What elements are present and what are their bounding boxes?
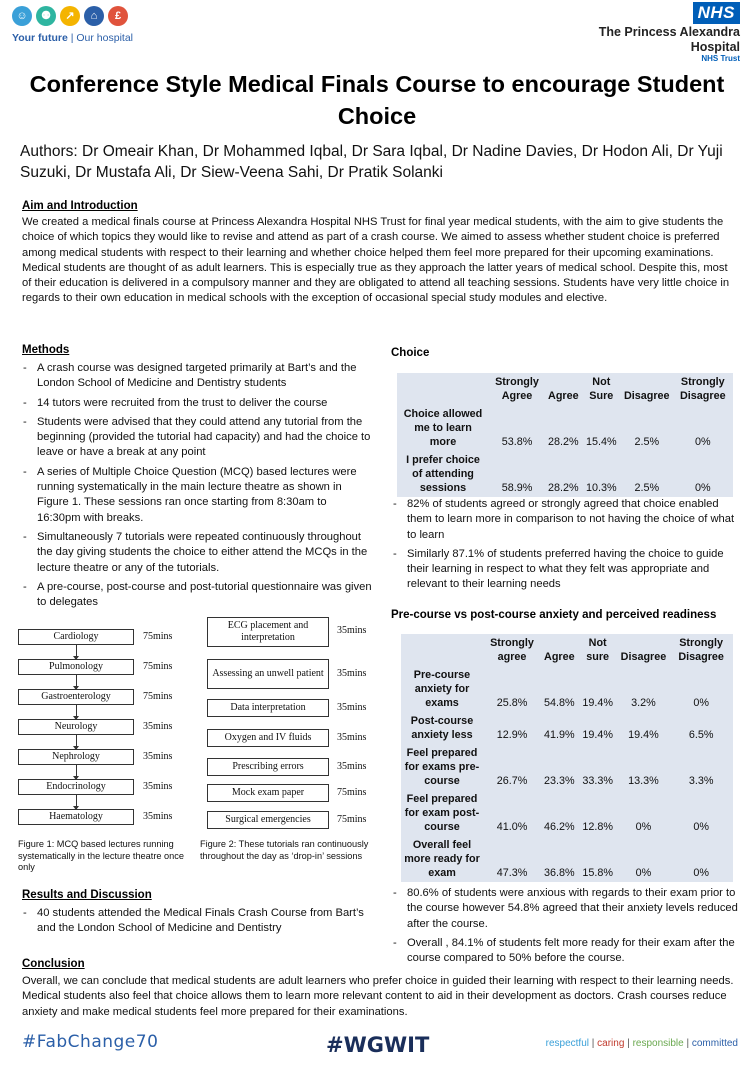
lecture-box: Cardiology	[18, 629, 134, 645]
table-row	[401, 836, 733, 882]
table-header-row	[397, 373, 733, 405]
lecture-box: Haematology	[18, 809, 134, 825]
table-corner	[401, 634, 483, 666]
table-row	[401, 666, 733, 712]
lecture-duration: 75mins	[143, 691, 173, 702]
lecture-duration: 35mins	[143, 781, 173, 792]
table-cell: 15.4%	[585, 436, 617, 448]
hashtag-fabchange: #FabChange70	[22, 1032, 159, 1052]
methods-item: - A series of Multiple Choice Question (MCQ) based lectures were running systematically in the main lecture theatre as shown in Figure 1. These sessions ran once starting from 8:30am to 16:30pm with breaks.	[20, 465, 372, 526]
arrow-down-icon	[76, 795, 77, 809]
lecture-duration: 75mins	[143, 661, 173, 672]
arrow-down-icon	[76, 645, 77, 659]
group-icon: ⚉	[36, 6, 56, 26]
lecture-duration: 75mins	[143, 631, 173, 642]
nhs-trust-logo	[599, 2, 740, 63]
table-cell: 36.8%	[544, 867, 575, 879]
trust-name-line2: Hospital	[690, 40, 740, 54]
table-cell: 0%	[635, 867, 652, 879]
table-cell: 0%	[694, 436, 711, 448]
results-item: - 40 students attended the Medical Finals Crash Course from Bart’s and the London School of Medicine and Dentistry	[20, 906, 372, 937]
column-header: Not sure	[586, 637, 610, 663]
row-label: Pre-course anxiety for exams	[413, 669, 471, 709]
lecture-box: Neurology	[18, 719, 134, 735]
column-header: Disagree	[623, 390, 670, 402]
table-cell: 41.0%	[496, 821, 528, 833]
table-cell: 26.7%	[496, 775, 528, 787]
table-cell: 47.3%	[496, 867, 528, 879]
tutorial-box: Oxygen and IV fluids	[207, 729, 329, 747]
table-row	[401, 744, 733, 790]
row-label: Feel prepared for exam post-course	[404, 793, 480, 833]
tagline-rest: | Our hospital	[67, 32, 133, 44]
lecture-box: Gastroenterology	[18, 689, 134, 705]
row-label: Overall feel more ready for exam	[404, 839, 480, 879]
aim-text: We created a medical finals course at Princess Alexandra Hospital NHS Trust for final year medical students, with the aim to give students the choice of which topics they would like to revise and attend as part of a crash course. We aimed to assess whether student choice is preferred among medical students with respect to their learning and whether choice helped them feel more prepared for their upcoming examinations. Medical students are thought of as adult learners. This is especially true as they approach the latter years of medical school. Despite this, most of their education is delivered in a compulsory manner and they are obligated to attend all teaching sessions. Students have very little choice in regards to their own education in medical schools with the exception of occasional special study modules and elective.	[22, 216, 730, 305]
value-word: respectful	[545, 1038, 589, 1049]
table-cell: 0%	[693, 867, 709, 879]
anxiety-item: - 80.6% of students were anxious with regards to their exam prior to the course however 54.8% agreed that their anxiety levels reduced after the course.	[390, 886, 740, 932]
anxiety-table	[401, 634, 733, 882]
table-cell: 46.2%	[544, 821, 575, 833]
methods-list	[20, 361, 372, 614]
aim-heading: Aim and Introduction	[22, 200, 138, 212]
table-cell: 12.8%	[582, 821, 613, 833]
tutorial-duration: 35mins	[337, 732, 367, 743]
separator: |	[683, 1038, 692, 1049]
row-label: Post-course anxiety less	[410, 715, 474, 741]
figure-1-caption: Figure 1: MCQ based lectures running systematically in the lecture theatre once only	[18, 839, 184, 872]
arrow-down-icon	[76, 705, 77, 719]
arrow-down-icon	[76, 765, 77, 779]
table-row	[397, 405, 733, 451]
choice-list	[390, 497, 740, 597]
column-header: Strongly Agree	[495, 376, 539, 402]
lecture-box: Endocrinology	[18, 779, 134, 795]
header	[0, 0, 754, 63]
tagline	[12, 32, 133, 44]
table-row	[397, 451, 733, 497]
people-icon: ☺	[12, 6, 32, 26]
authors: Authors: Dr Omeair Khan, Dr Mohammed Iqbal, Dr Sara Iqbal, Dr Nadine Davies, Dr Hodon Ali, Dr Yuji Suzuki, Dr Mustafa Ali, Dr Siew-Veena Sahi, Dr Pratik Solanki	[20, 143, 723, 181]
table-cell: 2.5%	[634, 436, 660, 448]
table-cell: 54.8%	[544, 697, 575, 709]
table-row	[401, 712, 733, 744]
tutorial-duration: 35mins	[337, 668, 367, 679]
table-cell: 25.8%	[496, 697, 528, 709]
column-header: Strongly agree	[490, 637, 534, 663]
value-word: caring	[597, 1038, 625, 1049]
column-header: Not Sure	[589, 376, 614, 402]
table-cell: 19.4%	[628, 729, 659, 741]
column-header: Strongly Disagree	[678, 637, 724, 663]
table-cell: 19.4%	[582, 729, 613, 741]
trust-sub: NHS Trust	[701, 54, 740, 63]
lecture-box: Nephrology	[18, 749, 134, 765]
results-heading: Results and Discussion	[22, 889, 152, 901]
home-icon: ⌂	[84, 6, 104, 26]
table-cell: 0%	[693, 821, 709, 833]
table-cell: 0%	[694, 482, 711, 494]
table-cell: 19.4%	[582, 697, 613, 709]
tutorial-duration: 75mins	[337, 787, 367, 798]
table-cell: 53.8%	[501, 436, 533, 448]
lecture-duration: 35mins	[143, 751, 173, 762]
value-word: committed	[691, 1038, 738, 1049]
methods-item: - Simultaneously 7 tutorials were repeated continuously throughout the day giving students the choice to either attend the MCQs in the lecture theatre or any of the tutorials.	[20, 530, 372, 576]
table-header-row	[401, 634, 733, 666]
tutorial-duration: 35mins	[337, 761, 367, 772]
column-header: Disagree	[620, 651, 667, 663]
figure-2-caption: Figure 2: These tutorials ran continuously throughout the day as ‘drop-in’ sessions	[200, 839, 369, 861]
conclusion-text: Overall, we can conclude that medical students are adult learners who prefer choice in guided their learning with respect to their learning needs. Medical students also feel that choice allows them to learn more relevant content to aid in their development as doctors. Crash courses reduce anxiety and make medical students feel more prepared for their examinations.	[22, 975, 734, 1018]
table-cell: 3.2%	[631, 697, 656, 709]
tutorial-duration: 75mins	[337, 814, 367, 825]
tutorial-duration: 35mins	[337, 702, 367, 713]
column-header: Agree	[544, 651, 575, 663]
column-header: Agree	[548, 390, 579, 402]
table-corner	[397, 373, 489, 405]
table-cell: 3.3%	[688, 775, 714, 787]
table-cell: 0%	[693, 697, 709, 709]
tutorial-box: Surgical emergencies	[207, 811, 329, 829]
lecture-box: Pulmonology	[18, 659, 134, 675]
anxiety-heading: Pre-course vs post-course anxiety and perceived readiness	[391, 609, 717, 621]
methods-item: - A crash course was designed targeted primarily at Bart’s and the London School of Medicine and Dentistry students	[20, 361, 372, 392]
poster-title: Conference Style Medical Finals Course to encourage Student Choice	[29, 71, 725, 129]
column-header: Strongly Disagree	[679, 376, 726, 402]
table-cell: 28.2%	[548, 482, 579, 494]
methods-item: - Students were advised that they could attend any tutorial from the beginning (provided the tutorial had capacity) and had the choice to leave or have a break at any point	[20, 415, 372, 461]
trust-name-line1: The Princess Alexandra	[598, 25, 740, 39]
tutorial-box: Data interpretation	[207, 699, 329, 717]
arrow-down-icon	[76, 735, 77, 749]
table-cell: 41.9%	[544, 729, 575, 741]
pound-icon: £	[108, 6, 128, 26]
tutorial-box: Prescribing errors	[207, 758, 329, 776]
row-label: Choice allowed me to learn more	[403, 408, 483, 448]
methods-heading: Methods	[22, 344, 70, 356]
chart-icon: ↗	[60, 6, 80, 26]
tutorial-box: ECG placement and interpretation	[207, 617, 329, 647]
choice-table	[397, 373, 733, 497]
lecture-duration: 35mins	[143, 721, 173, 732]
tutorial-duration: 35mins	[337, 625, 367, 636]
table-cell: 33.3%	[582, 775, 613, 787]
choice-heading: Choice	[391, 347, 430, 359]
methods-item: - 14 tutors were recruited from the trust to deliver the course	[20, 396, 372, 411]
table-cell: 23.3%	[544, 775, 575, 787]
arrow-down-icon	[76, 675, 77, 689]
nhs-logo: NHS	[693, 2, 740, 24]
table-cell: 12.9%	[496, 729, 528, 741]
anxiety-item: - Overall , 84.1% of students felt more ready for their exam after the course compared to 50% before the course.	[390, 936, 740, 967]
table-cell: 2.5%	[634, 482, 660, 494]
value-word: responsible	[632, 1038, 684, 1049]
tutorial-box: Mock exam paper	[207, 784, 329, 802]
row-label: Feel prepared for exams pre-course	[404, 747, 480, 787]
hashtag-wgwit: #WGWIT	[326, 1033, 430, 1057]
table-cell: 6.5%	[688, 729, 714, 741]
table-cell: 0%	[635, 821, 652, 833]
table-cell: 58.9%	[501, 482, 533, 494]
table-cell: 13.3%	[628, 775, 659, 787]
separator: |	[624, 1038, 633, 1049]
conclusion-heading: Conclusion	[22, 958, 85, 970]
table-row	[401, 790, 733, 836]
lecture-duration: 35mins	[143, 811, 173, 822]
row-label: I prefer choice of attending sessions	[406, 454, 480, 494]
choice-item: - Similarly 87.1% of students preferred having the choice to guide their learning in respect to what they felt was appropriate and relevant to their learning needs	[390, 547, 740, 593]
hospital-logo	[12, 6, 128, 26]
anxiety-list	[390, 886, 740, 970]
table-cell: 10.3%	[585, 482, 617, 494]
choice-item: - 82% of students agreed or strongly agreed that choice enabled them to learn more in comparison to not having the choice of what to learn	[390, 497, 740, 543]
tagline-bold: Your future	[12, 32, 68, 44]
table-cell: 15.8%	[582, 867, 613, 879]
methods-item: - A pre-course, post-course and post-tutorial questionnaire was given to delegates	[20, 580, 372, 611]
tutorial-box: Assessing an unwell patient	[207, 659, 329, 689]
separator: |	[589, 1038, 598, 1049]
values-line	[546, 1038, 738, 1049]
results-list	[20, 906, 372, 941]
table-cell: 28.2%	[548, 436, 579, 448]
